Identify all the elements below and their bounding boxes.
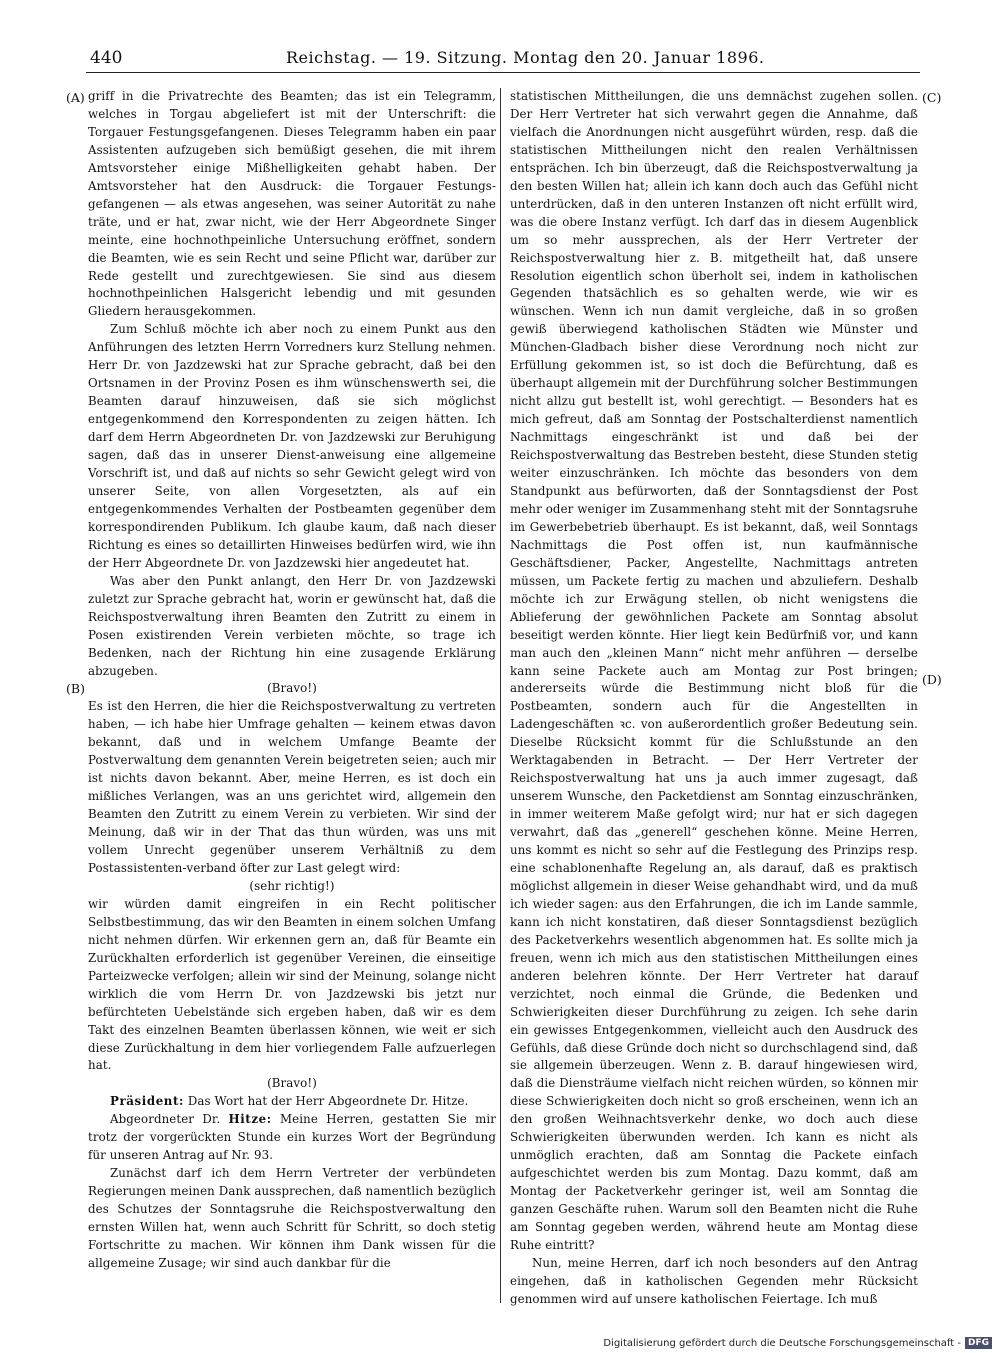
paragraph: Zum Schluß möchte ich aber noch zu einem Punkt aus den Anführungen des letzten Herrn Vorredners kurz Stellung nehmen. Herr Dr. von Jazdzewski hat zur Sprache gebracht, daß bei den Ortsnamen in der Provinz Posen es ihm wünschenswerth sei, die Beamten darauf hinzuweisen, daß sie sich möglichst entgegenkommend den Korrespondenten zu zeigen hätten. Ich darf dem Herrn Abgeordneten Dr. von Jazdzewski zur Beruhigung sagen, daß das in unserer Dienst-anweisung eine allgemeine Vorschrift ist, und daß auf nichts so sehr Gewicht gelegt wird von unserer Seite, von allen Vorgesetzten, als auf ein entgegenkommendes Verhalten der Postbeamten gegenüber dem korrespondirenden Publikum. Ich glaube kaum, daß nach dieser Richtung es eines so detaillirten Hinweises bedürfen wird, wie ihn der Herr Abgeordnete Dr. von Jazdzewski hier angedeutet hat. <box>88 322 496 570</box>
speaker-statement <box>88 1111 496 1165</box>
paragraph: Zunächst darf ich dem Herrn Vertreter der verbündeten Regierungen meinen Dank aussprechen, daß namentlich bezüglich des Schutzes der Sonntagsruhe die Reichspostverwaltung den ernsten Willen hat, wenn auch Schritt für Schritt, so doch stetig Fortschritte zu machen. Wir können ihm Dank wissen für die allgemeine Zusage; wir sind auch dankbar für die <box>88 1166 496 1270</box>
footer-credit <box>603 1337 992 1349</box>
running-head: Reichstag. — 19. Sitzung. Montag den 20. Januar 1896. <box>286 48 765 67</box>
margin-marker-a: (A) <box>66 90 85 105</box>
speaker-label: Präsident: <box>110 1094 184 1109</box>
paragraph: Es ist den Herren, die hier die Reichspostverwaltung zu vertreten haben, — ich habe hier Umfrage gehalten — keinem etwas davon bekannt, daß und in welchem Umfange Beamte der Postverwaltung dem genannten Verein beigetreten seien; auch mir ist nichts davon bekannt. Aber, meine Herren, es ist doch ein mißliches Verlangen, was an uns gerichtet wird, allgemein den Beamten den Zutritt zu einem Verein zu verbieten. Wir sind der Meinung, daß wir in der That das thun würden, was uns mit vollem Unrecht gegenüber unserem Verhältniß zu dem Postassistenten-verband öfter zur Last gelegt wird: <box>88 699 496 875</box>
statement-text: Meine Herren, gestatten Sie mir trotz der vorgerückten Stunde ein kurzes Wort der Begründung für unseren Antrag auf Nr. 93. <box>88 1112 496 1163</box>
right-column <box>510 88 918 1309</box>
paragraph: Was aber den Punkt anlangt, den Herr Dr. von Jazdzewski zuletzt zur Sprache gebracht hat, worin er gewünscht hat, daß die Reichspostverwaltung ihren Beamten den Zutritt zu einem in Posen existirenden Verein verbieten möchte, so trage ich Bedenken, nach der Richtung hin eine zusagende Erklärung abzugeben. <box>88 573 496 678</box>
paragraph: statistischen Mittheilungen, die uns demnächst zugehen sollen. Der Herr Vertreter hat sich verwahrt gegen die Annahme, daß vielfach die Anordnungen nicht ausgeführt würden, resp. daß die statistischen Mittheilungen nicht den realen Verhältnissen entsprächen. Ich bin überzeugt, daß die Reichspostverwaltung ja den besten Willen hat; allein ich kann doch auch das Gefühl nicht unterdrücken, daß in den unteren Instanzen oft nicht erfüllt wird, was die obere Instanz verfügt. Ich darf das in diesem Augenblick um so mehr aussprechen, als der Herr Vertreter der Reichspostverwaltung hier z. B. mitgetheilt hat, daß unsere Resolution eigentlich schon überholt sei, indem in katholischen Gegenden thatsächlich es so gehalten werde, wie wir es wünschen. Wenn ich nun damit vergleiche, daß in so großen gewiß überwiegend katholischen Städten wie Münster und München-Gladbach bisher diese Verordnung noch nicht zur Erfüllung gekommen ist, so ist doch die Befürchtung, daß es überhaupt allgemein mit der Durchführung solcher Bestimmungen nicht allzu gut bestellt ist, wohl gerechtigt. — Besonders hat es mich gefreut, daß am Sonntag der Postschalterdienst namentlich Nachmittags eingeschränkt ist und daß bei der Reichspostverwaltung das Bestreben besteht, diese Stunden stetig weiter einzuschränken. Ich möchte das besonders von dem Standpunkt aus befürworten, daß der Sonntagsdienst der Post mehr oder weniger im Zusammenhang steht mit der Sonntagsruhe im Gewerbebetrieb überhaupt. Es ist bekannt, daß, weil Sonntags Nachmittags die Post offen ist, nun kaufmännische Geschäftsdiener, Packer, Angestellte, Nachmittags antreten müssen, um Packete fertig zu machen und abzuliefern. Deshalb möchte ich zur Erwägung stellen, ob nicht wenigstens die Ablieferung der gewöhnlichen Packete am Sonntag absolut beseitigt werden könnte. Hier liegt kein Bedürfniß vor, und kann man auch den „kleinen Mann“ nicht mehr anführen — derselbe kann seine Packete auch am Montag zur Post bringen; andererseits würde die Bestimmung nicht bloß für die Postbeamten, sondern auch für die Angestellten in Ladengeschäften ꝛc. von außerordentlich großer Bedeutung sein. Dieselbe Rücksicht kommt für die Schlußstunde an den Werktagabenden in Betracht. — Der Herr Vertreter der Reichspostverwaltung hat uns ja auch immer zugesagt, daß unserem Wunsche, den Packetdienst am Sonntag einzuschränken, in immer weiterem Maße gefolgt wird; nur hat er sich dagegen verwahrt, daß das „generell“ geschehen könne. Meine Herren, uns kommt es nicht so sehr auf die Festlegung des Prinzips resp. eine schablonenhafte Regelung an, als darauf, daß es praktisch möglichst allgemein in dieser Weise gehandhabt wird, und da muß ich wieder sagen: aus den Erfahrungen, die ich im Lande sammle, kann ich nicht konstatiren, daß dieser Sonntagsdienst bezüglich des Packetverkehrs wesentlich abgenommen hat. Es sollte mich ja freuen, wenn ich mich aus den statistischen Mittheilungen eines anderen belehren könnte. Der Herr Vertreter hat darauf verzichtet, noch einmal die Gründe, die Bedenken und Schwierigkeiten dieser Durchführung zu zeigen. Ich sehe darin ein gewisses Entgegenkommen, vielleicht auch den Ausdruck des Gefühls, daß diese Gründe doch nicht so durchschlagend sind, daß sie allgemein überzeugen. Wenn z. B. darauf hingewiesen wird, daß die Diensträume vielfach nicht reichen würden, so können mir diese Schwierigkeiten doch nicht so groß erscheinen, wenn ich an den großen Weihnachtsverkehr denke, wo doch auch diese Schwierigkeiten überwunden werden. Ich kann es nicht als unmöglich erachten, daß am Sonntag die Packete einfach aufgeschichtet werden bis zum Montag. Dazu kommt, daß am Montag der Packetverkehr geringer ist, weil am Sonntag die ganzen Geschäfte ruhen. Warum soll den Beamten nicht die Ruhe am Sonntag gegeben werden, während heute am Montag diese Ruhe eintritt? <box>510 89 918 1252</box>
speaker-name: Hitze: <box>228 1112 272 1127</box>
margin-marker-b: (B) <box>66 681 85 696</box>
dfg-logo: DFG <box>965 1337 992 1349</box>
speaker-prefix: Abgeordneter Dr. <box>110 1112 229 1127</box>
interjection: (sehr richtig!) <box>249 878 335 893</box>
margin-marker-d: (D) <box>922 672 942 687</box>
interjection: (Bravo!) <box>267 681 317 696</box>
paragraph: wir würden damit eingreifen in ein Recht politischer Selbstbestimmung, das wir den Beamten in einem solchen Umfang nicht nehmen dürfen. Wir erkennen gern an, daß für Beamte ein Zurückhalten erforderlich ist gegenüber Vereinen, die einseitige Parteizwecke verfolgen; allein wir sind der Meinung, solange nicht wirklich die vom Herrn Dr. von Jazdzewski bis jetzt nur befürchteten Uebelstände sich ergeben haben, daß wir es dem Takt des einzelnen Beamten überlassen können, wie weit er sich diese Zurückhaltung in dem hier vorliegendem Falle aufzuerlegen hat. <box>88 896 496 1073</box>
statement-text: Das Wort hat der Herr Abgeordnete Dr. Hitze. <box>184 1094 469 1109</box>
paragraph: griff in die Privatrechte des Beamten; das ist ein Telegramm, welches in Torgau abgeliefert ist mit der Unterschrift: die Torgauer Festungsgefangenen. Dieses Telegramm haben ein paar Assistenten aufzugeben sich bemüßigt gesehen, die mit ihrem Amtsvorsteher einige Mißhelligkeiten gehabt haben. Der Amtsvorsteher hat den Ausdruck: die Torgauer Festungs-gefangenen — als etwas angesehen, was seiner Autorität zu nahe träte, und er hat, zwar nicht, wie der Herr Abgeordnete Singer meinte, eine hochnothpeinliche Untersuchung eröffnet, sondern die Beamten, wie es sein Recht und seine Pflicht war, darüber zur Rede gestellt und zurechtgewiesen. Sie sind aus diesem hochnothpeinlichen Halsgericht lebendig und mit gesunden Gliedern herausgekommen. <box>88 89 496 319</box>
column-divider <box>500 88 501 1303</box>
president-statement <box>88 1093 496 1111</box>
footer-credit-text: Digitalisierung gefördert durch die Deutsche Forschungsgemeinschaft - <box>603 1337 961 1349</box>
interjection: (Bravo!) <box>267 1076 317 1091</box>
left-column <box>88 88 496 1273</box>
paragraph: Nun, meine Herren, darf ich noch besonders auf den Antrag eingehen, daß in katholischen Gegenden mehr Rücksicht genommen wird auf unsere katholischen Feiertage. Ich muß <box>510 1255 918 1306</box>
page-number: 440 <box>90 48 123 68</box>
page-header <box>86 42 920 73</box>
margin-marker-c: (C) <box>922 90 942 105</box>
